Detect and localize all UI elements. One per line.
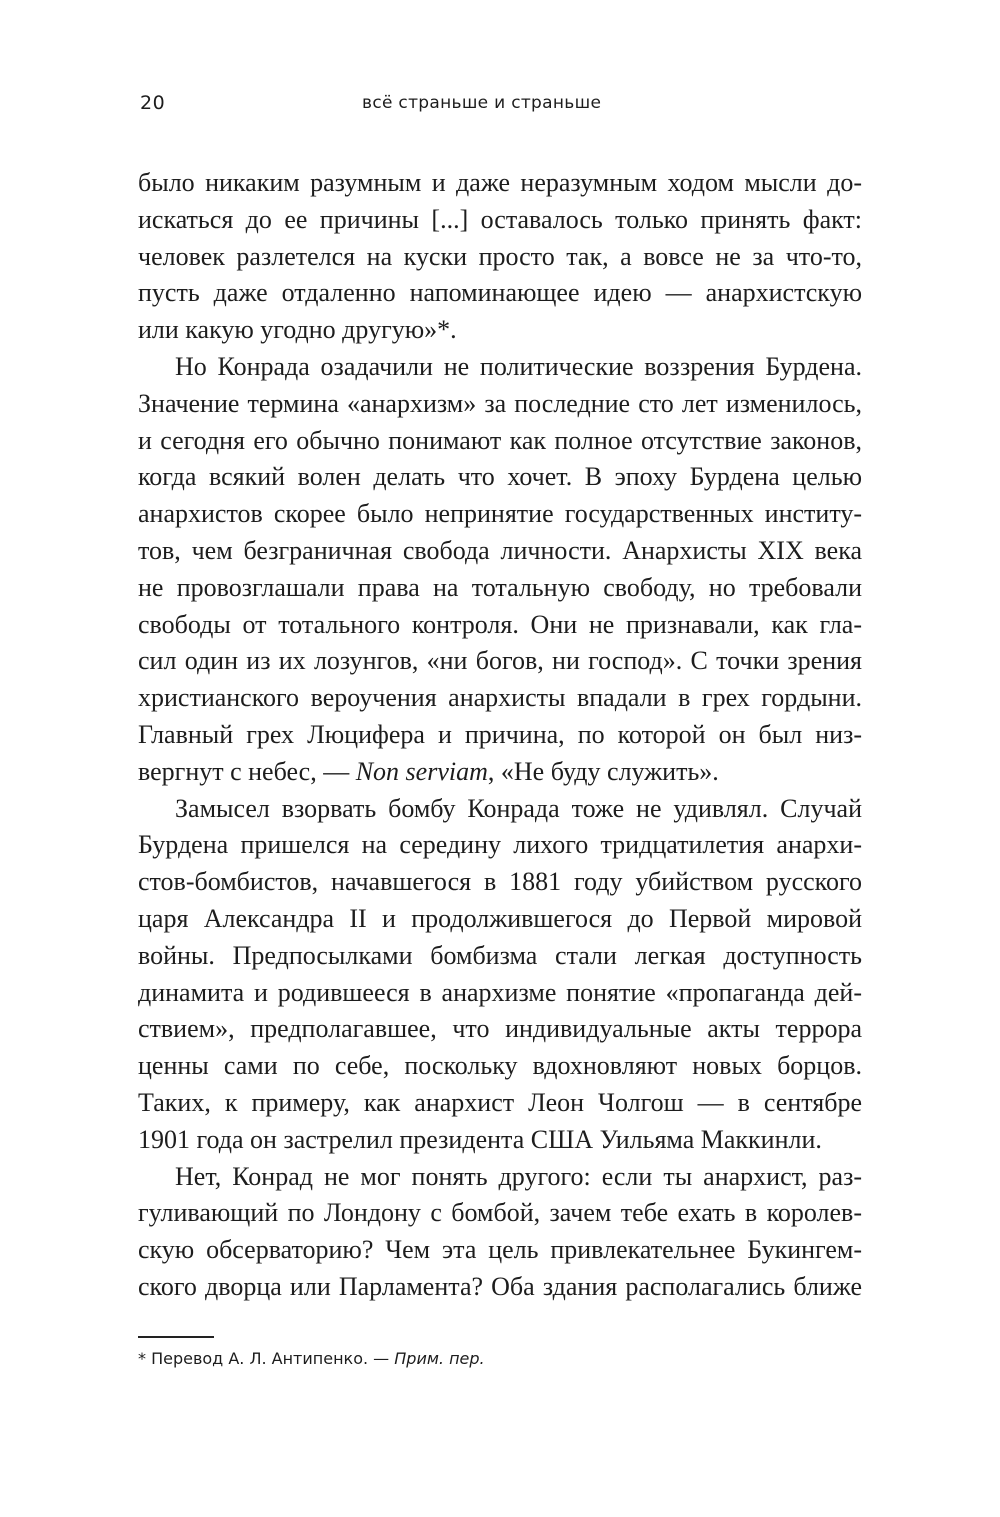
text-line: 1901 года он застрелил президента США Уильяма Маккинли.	[138, 1124, 822, 1154]
text-segment: вергнут с небес, —	[138, 756, 356, 786]
text-line: Но Конрада озадачили не политические воззрения Бурдена.	[175, 351, 862, 381]
page-header	[140, 92, 860, 122]
text-line: Главный грех Люцифера и причина, по которой он был низ-	[138, 719, 862, 749]
text-line: тов, чем безграничная свобода личности. Анархисты XIX века	[138, 535, 862, 565]
text-line: сил один из их лозунгов, «ни богов, ни господ». С точки зрения	[138, 646, 862, 676]
text-line: анархистов скорее было непринятие государственных институ-	[138, 499, 862, 529]
text-line: ценны сами по себе, поскольку вдохновляют новых борцов.	[138, 1051, 862, 1081]
body-text	[138, 165, 862, 1306]
text-line: стов-бомбистов, начавшегося в 1881 году убийством русского	[138, 867, 862, 897]
text-line: свободы от тотального контроля. Они не признавали, как гла-	[138, 609, 862, 639]
text-line: царя Александра II и продолжившегося до Первой мировой	[138, 903, 862, 933]
paragraph	[138, 1159, 862, 1306]
text-line: Нет, Конрад не мог понять другого: если ты анархист, раз-	[175, 1161, 862, 1191]
paragraph	[138, 349, 862, 791]
paragraph	[138, 165, 862, 349]
text-line: человек разлетелся на куски просто так, а вовсе не за что-то,	[138, 241, 862, 271]
text-line: войны. Предпосылками бомбизма стали легкая доступность	[138, 940, 862, 970]
text-line: или какую угодно другую»*.	[138, 315, 457, 345]
footnote	[138, 1349, 485, 1368]
paragraph	[138, 791, 862, 1159]
page-number: 20	[140, 92, 166, 114]
italic-phrase: Non serviam	[355, 756, 488, 786]
text-line: пусть даже отдаленно напоминающее идею — анархистскую	[138, 278, 862, 308]
footnote-text: * Перевод А. Л. Антипенко. —	[138, 1349, 395, 1368]
text-line: гуливающий по Лондону с бомбой, зачем тебе ехать в королев-	[138, 1198, 862, 1228]
text-line: скую обсерваторию? Чем эта цель привлекательнее Букингем-	[138, 1235, 862, 1265]
text-line: Таких, к примеру, как анархист Леон Чолгош — в сентябре	[138, 1087, 862, 1117]
text-line: Значение термина «анархизм» за последние сто лет изменилось,	[138, 388, 862, 418]
text-line: когда всякий волен делать что хочет. В эпоху Бурдена целью	[138, 462, 862, 492]
text-segment: , «Не буду служить».	[487, 756, 719, 786]
text-line: христианского вероучения анархисты впадали в грех гордыни.	[138, 683, 862, 713]
text-line: Замысел взорвать бомбу Конрада тоже не удивлял. Случай	[175, 793, 862, 823]
text-line: искаться до ее причины [...] оставалось только принять факт:	[138, 204, 862, 234]
text-line: было никаким разумным и даже неразумным ходом мысли до-	[138, 168, 862, 197]
text-line	[138, 754, 862, 791]
text-line: Бурдена пришелся на середину лихого тридцатилетия анархи-	[138, 830, 862, 860]
text-line: ского дворца или Парламента? Оба здания располагались ближе	[138, 1271, 862, 1301]
text-line: ствием», предполагавшее, что индивидуальные акты террора	[138, 1014, 862, 1044]
footnote-note: Прим. пер.	[394, 1349, 485, 1368]
running-title: всё страньше и страньше	[362, 93, 602, 113]
text-line: и сегодня его обычно понимают как полное отсутствие законов,	[138, 425, 862, 455]
footnote-divider	[138, 1336, 214, 1338]
text-line: не провозглашали права на тотальную свободу, но требовали	[138, 572, 862, 602]
text-line: динамита и родившееся в анархизме понятие «пропаганда дей-	[138, 977, 862, 1007]
